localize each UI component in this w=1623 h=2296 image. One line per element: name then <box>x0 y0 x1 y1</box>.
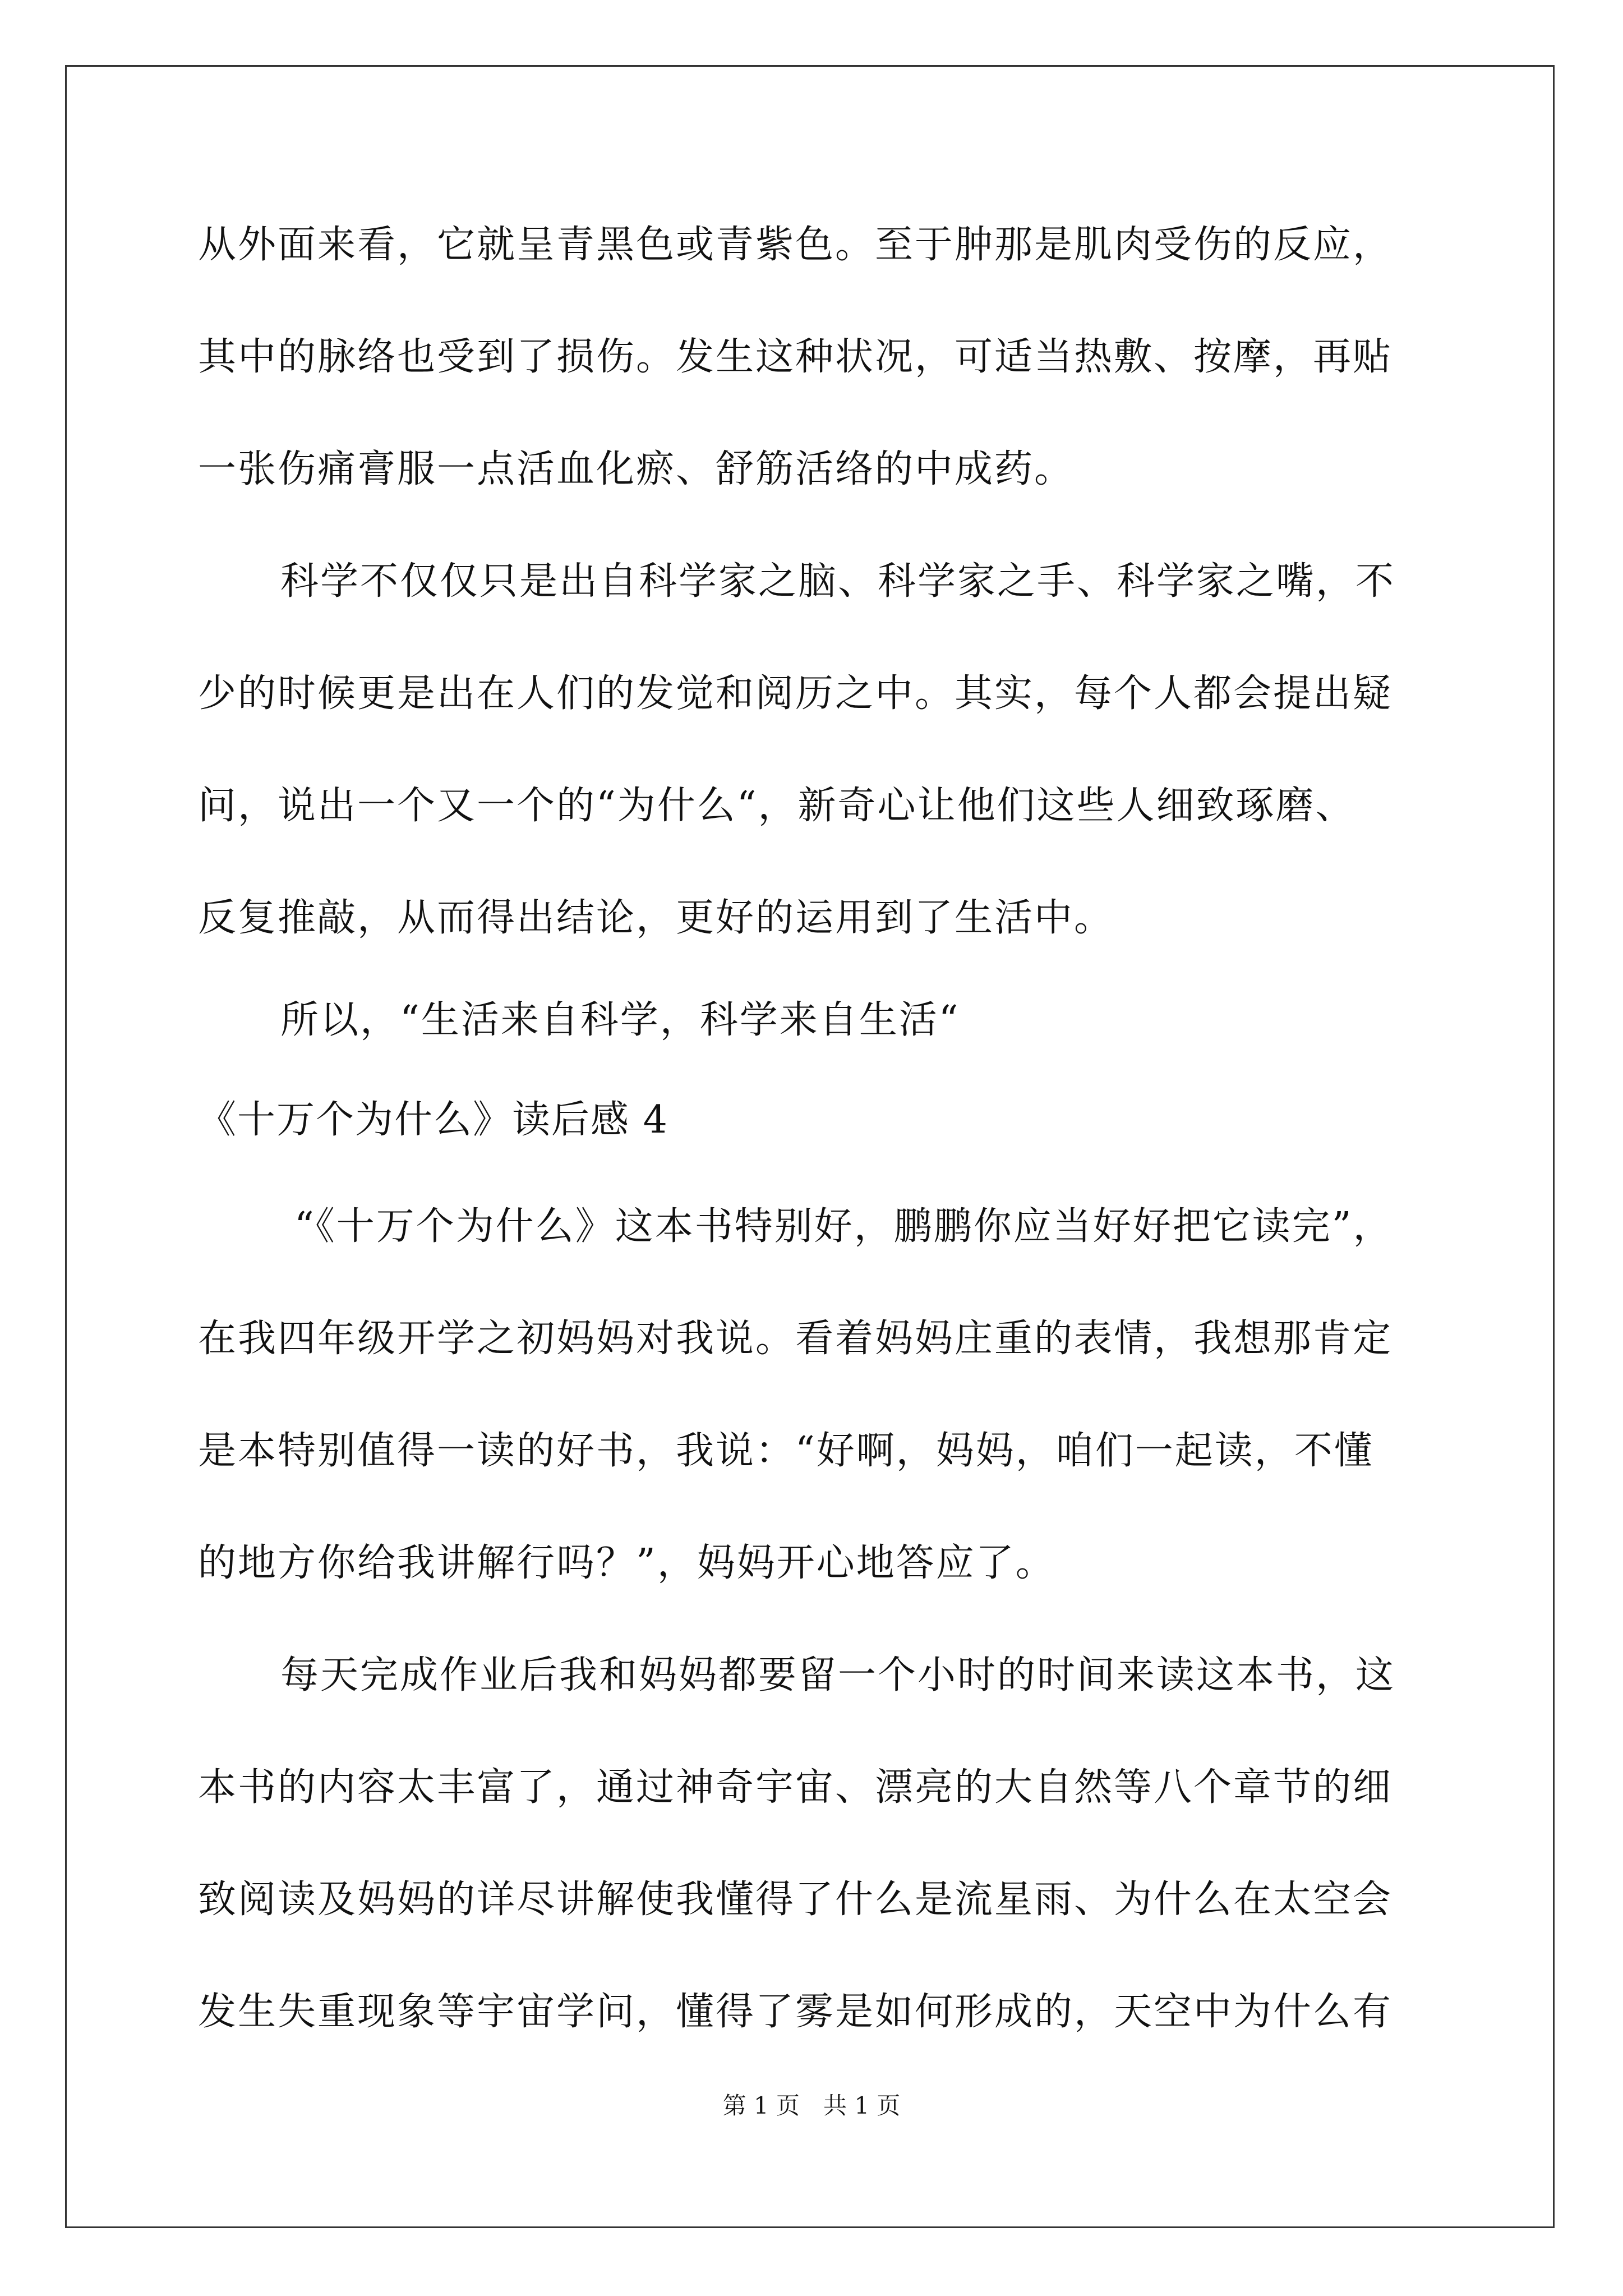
body-line: 从外面来看，它就呈青黑色或青紫色。至于肿那是肌肉受伤的反应， <box>198 223 1393 267</box>
section-heading: 《十万个为什么》读后感 4 <box>198 1098 668 1142</box>
body-line: 每天完成作业后我和妈妈都要留一个小时的时间来读这本书，这 <box>280 1653 1396 1697</box>
body-line: 少的时候更是出在人们的发觉和阅历之中。其实，每个人都会提出疑 <box>198 671 1393 716</box>
body-line: 所以，“生活来自科学，科学来自生活“ <box>280 998 960 1042</box>
body-line: 其中的脉络也受到了损伤。发生这种状况，可适当热敷、按摩，再贴 <box>198 335 1393 379</box>
body-line: 在我四年级开学之初妈妈对我说。看着妈妈庄重的表情，我想那肯定 <box>198 1317 1393 1361</box>
body-line: 发生失重现象等宇宙学问，懂得了雾是如何形成的，天空中为什么有 <box>198 1990 1393 2034</box>
body-line: 问，说出一个又一个的“为什么“，新奇心让他们这些人细致琢磨、 <box>198 784 1355 828</box>
body-line: 致阅读及妈妈的详尽讲解使我懂得了什么是流星雨、为什么在太空会 <box>198 1878 1393 1922</box>
body-line: 反复推敲，从而得出结论，更好的运用到了生活中。 <box>198 896 1114 940</box>
body-line: 科学不仅仅只是出自科学家之脑、科学家之手、科学家之嘴，不 <box>280 559 1396 604</box>
body-line: 的地方你给我讲解行吗？”，妈妈开心地答应了。 <box>198 1541 1055 1585</box>
body-line: 本书的内容太丰富了，通过神奇宇宙、漂亮的大自然等八个章节的细 <box>198 1765 1393 1810</box>
page-footer: 第 1 页 共 1 页 <box>722 2092 901 2119</box>
body-line: “《十万个为什么》这本书特别好，鹏鹏你应当好好把它读完”， <box>294 1204 1393 1249</box>
body-line: 一张伤痛膏服一点活血化瘀、舒筋活络的中成药。 <box>198 447 1075 491</box>
body-line: 是本特别值得一读的好书，我说：“好啊，妈妈，咱们一起读，不懂 <box>198 1429 1374 1473</box>
